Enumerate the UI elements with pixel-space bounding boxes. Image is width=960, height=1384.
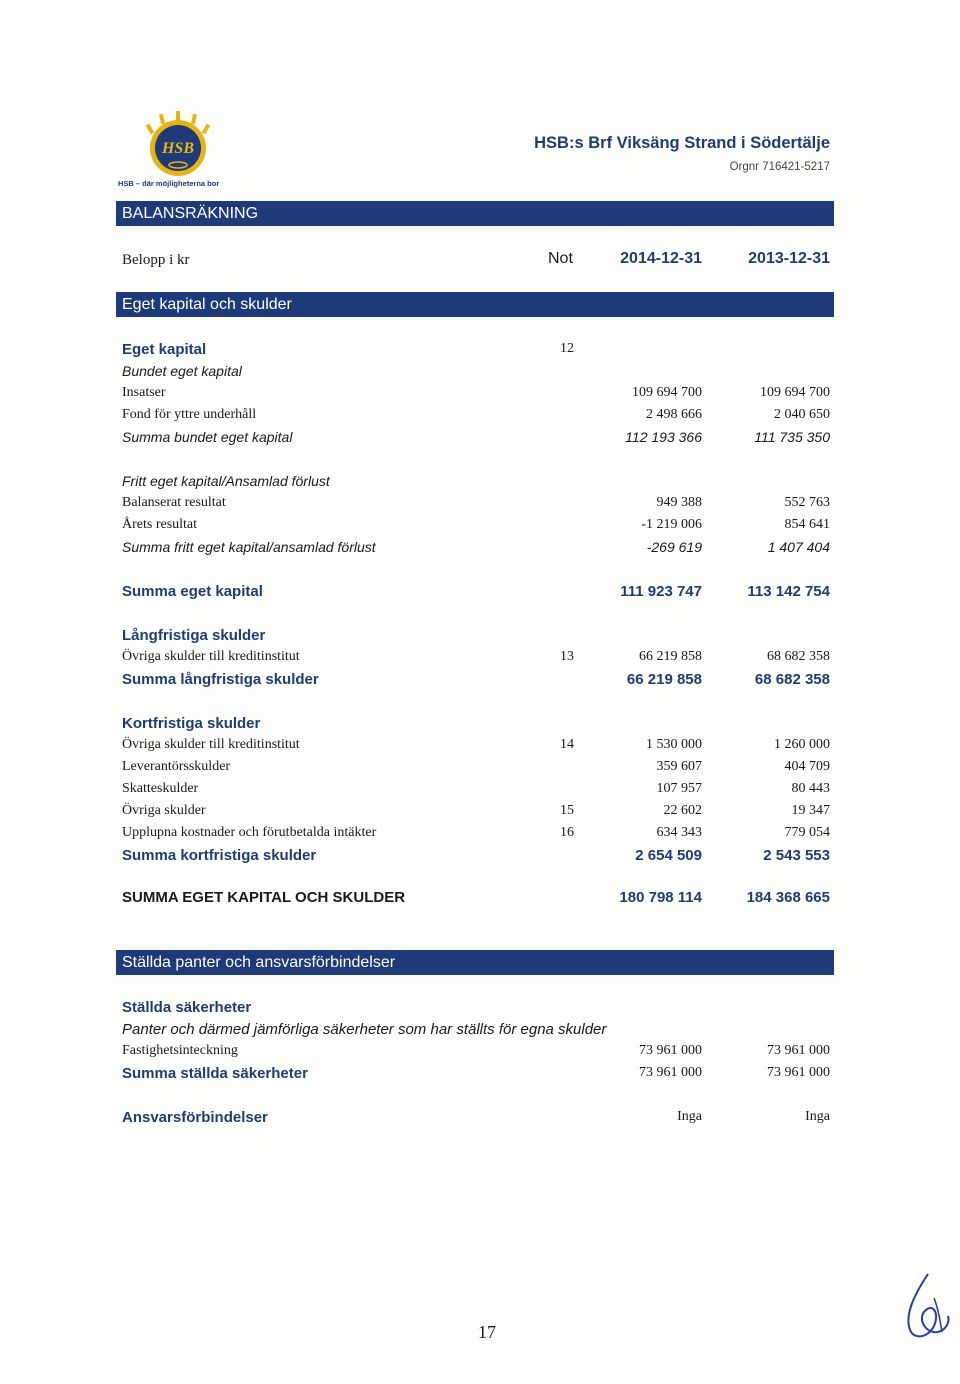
table-row (0, 426, 960, 448)
table-row-total (0, 1062, 960, 1084)
table-row (0, 338, 960, 360)
row-value-2014: 2 498 666 (646, 407, 702, 422)
title-bar (116, 201, 834, 226)
table-row (0, 404, 960, 426)
row-label: Panter och därmed jämförliga säkerheter som har ställts för egna skulder (122, 1021, 607, 1038)
row-value-2013: 109 694 700 (760, 385, 830, 400)
row-label: Ansvarsförbindelser (122, 1109, 268, 1126)
row-value-2013: 2 543 553 (763, 847, 830, 864)
row-value-2013: 19 347 (791, 803, 830, 818)
row-value-2014: 112 193 366 (625, 429, 702, 445)
row-label: Ställda säkerheter (122, 999, 252, 1016)
row-value-2014: 66 219 858 (639, 649, 702, 664)
row-value-2014: -1 219 006 (641, 517, 702, 532)
row-value-2014: 73 961 000 (639, 1065, 702, 1080)
table-row (0, 822, 960, 844)
row-value-2013: 68 682 358 (767, 649, 830, 664)
row-value-2014: 2 654 509 (635, 847, 702, 864)
row-label: Fritt eget kapital/Ansamlad förlust (122, 473, 330, 489)
row-label: Upplupna kostnader och förutbetalda intäkter (122, 825, 377, 840)
section-bar-equity-liabilities (116, 292, 834, 317)
row-value-2014: 22 602 (663, 803, 702, 818)
row-label: Leverantörsskulder (122, 759, 231, 774)
logo-text: HSB (161, 140, 195, 157)
row-note: 13 (560, 649, 574, 664)
table-row (0, 514, 960, 536)
row-note: 16 (560, 825, 574, 840)
row-value-2014: 109 694 700 (632, 385, 702, 400)
row-label: SUMMA EGET KAPITAL OCH SKULDER (122, 889, 406, 906)
row-value-2013: 68 682 358 (754, 671, 830, 688)
section-title: Ställda panter och ansvarsförbindelser (122, 954, 396, 971)
table-row (0, 646, 960, 668)
table-row (0, 624, 960, 646)
row-value-2013: 73 961 000 (767, 1065, 830, 1080)
table-row (0, 536, 960, 558)
row-label: Summa bundet eget kapital (122, 429, 293, 445)
row-label: Årets resultat (122, 517, 198, 532)
table-row-total (0, 668, 960, 690)
row-label: Bundet eget kapital (122, 363, 242, 379)
row-label: Fastighetsinteckning (122, 1043, 238, 1058)
organization-number: Orgnr 716421-5217 (729, 161, 830, 173)
page-number: 17 (478, 1322, 496, 1342)
row-label: Summa kortfristiga skulder (122, 847, 317, 864)
row-value-2013: 854 641 (784, 517, 830, 532)
row-value-2013: 552 763 (784, 495, 830, 510)
row-value-2013: Inga (805, 1109, 830, 1124)
hsb-logo (138, 110, 218, 180)
row-label: Insatser (122, 385, 166, 400)
row-value-2014: 111 923 747 (620, 583, 702, 600)
row-label: Övriga skulder (122, 803, 206, 818)
row-label: Eget kapital (122, 341, 207, 358)
row-label: Balanserat resultat (122, 495, 226, 510)
row-note: 12 (560, 341, 574, 356)
row-label: Summa fritt eget kapital/ansamlad förlust (122, 539, 376, 555)
row-label: Skatteskulder (122, 781, 199, 796)
table-row (0, 1106, 960, 1128)
row-note: 15 (560, 803, 574, 818)
table-row (0, 1018, 960, 1040)
row-value-2014: 66 219 858 (626, 671, 702, 688)
row-label: Summa eget kapital (122, 583, 263, 600)
row-value-2013: 779 054 (784, 825, 830, 840)
row-label: Summa långfristiga skulder (122, 671, 319, 688)
row-value-2014: 359 607 (656, 759, 702, 774)
row-value-2014: 634 343 (656, 825, 702, 840)
year-2014-column-header: 2014-12-31 (620, 250, 702, 267)
row-label: Kortfristiga skulder (122, 715, 261, 732)
row-value-2013: 80 443 (791, 781, 830, 796)
row-value-2014: 73 961 000 (639, 1043, 702, 1058)
table-row (0, 756, 960, 778)
row-value-2014: -269 619 (646, 539, 702, 555)
row-label: Övriga skulder till kreditinstitut (122, 737, 300, 752)
logo-tagline: HSB – där möjligheterna bor (118, 179, 220, 188)
amount-unit-label: Belopp i kr (122, 252, 190, 268)
table-row (0, 382, 960, 404)
row-label: Summa ställda säkerheter (122, 1065, 308, 1082)
row-value-2013: 404 709 (784, 759, 830, 774)
row-value-2014: 1 530 000 (646, 737, 702, 752)
table-row-total (0, 844, 960, 866)
row-value-2013: 73 961 000 (767, 1043, 830, 1058)
table-row (0, 712, 960, 734)
row-value-2014: 107 957 (656, 781, 702, 796)
note-column-header: Not (548, 250, 573, 267)
row-label: Fond för yttre underhåll (122, 407, 257, 422)
table-row (0, 492, 960, 514)
section-title: Eget kapital och skulder (122, 296, 292, 313)
document-title: BALANSRÄKNING (122, 205, 259, 222)
table-row (0, 360, 960, 382)
table-row (0, 1040, 960, 1062)
row-value-2014: 180 798 114 (619, 889, 702, 906)
row-value-2013: 1 260 000 (774, 737, 830, 752)
row-value-2013: 2 040 650 (774, 407, 830, 422)
row-label: Övriga skulder till kreditinstitut (122, 649, 300, 664)
table-row (0, 470, 960, 492)
section-bar-pledges (116, 950, 834, 975)
row-note: 14 (560, 737, 574, 752)
row-value-2013: 113 142 754 (747, 583, 830, 600)
table-row-grand-total (0, 886, 960, 908)
row-label: Långfristiga skulder (122, 627, 266, 644)
year-2013-column-header: 2013-12-31 (748, 250, 830, 267)
organization-name: HSB:s Brf Viksäng Strand i Södertälje (534, 134, 830, 152)
row-value-2013: 184 368 665 (746, 889, 830, 906)
table-row (0, 800, 960, 822)
table-row-total (0, 580, 960, 602)
row-value-2014: Inga (677, 1109, 702, 1124)
signature-initials (898, 1268, 954, 1348)
row-value-2013: 1 407 404 (767, 539, 830, 555)
row-value-2013: 111 735 350 (754, 429, 830, 445)
table-row (0, 996, 960, 1018)
table-row (0, 778, 960, 800)
table-row (0, 734, 960, 756)
row-value-2014: 949 388 (656, 495, 702, 510)
